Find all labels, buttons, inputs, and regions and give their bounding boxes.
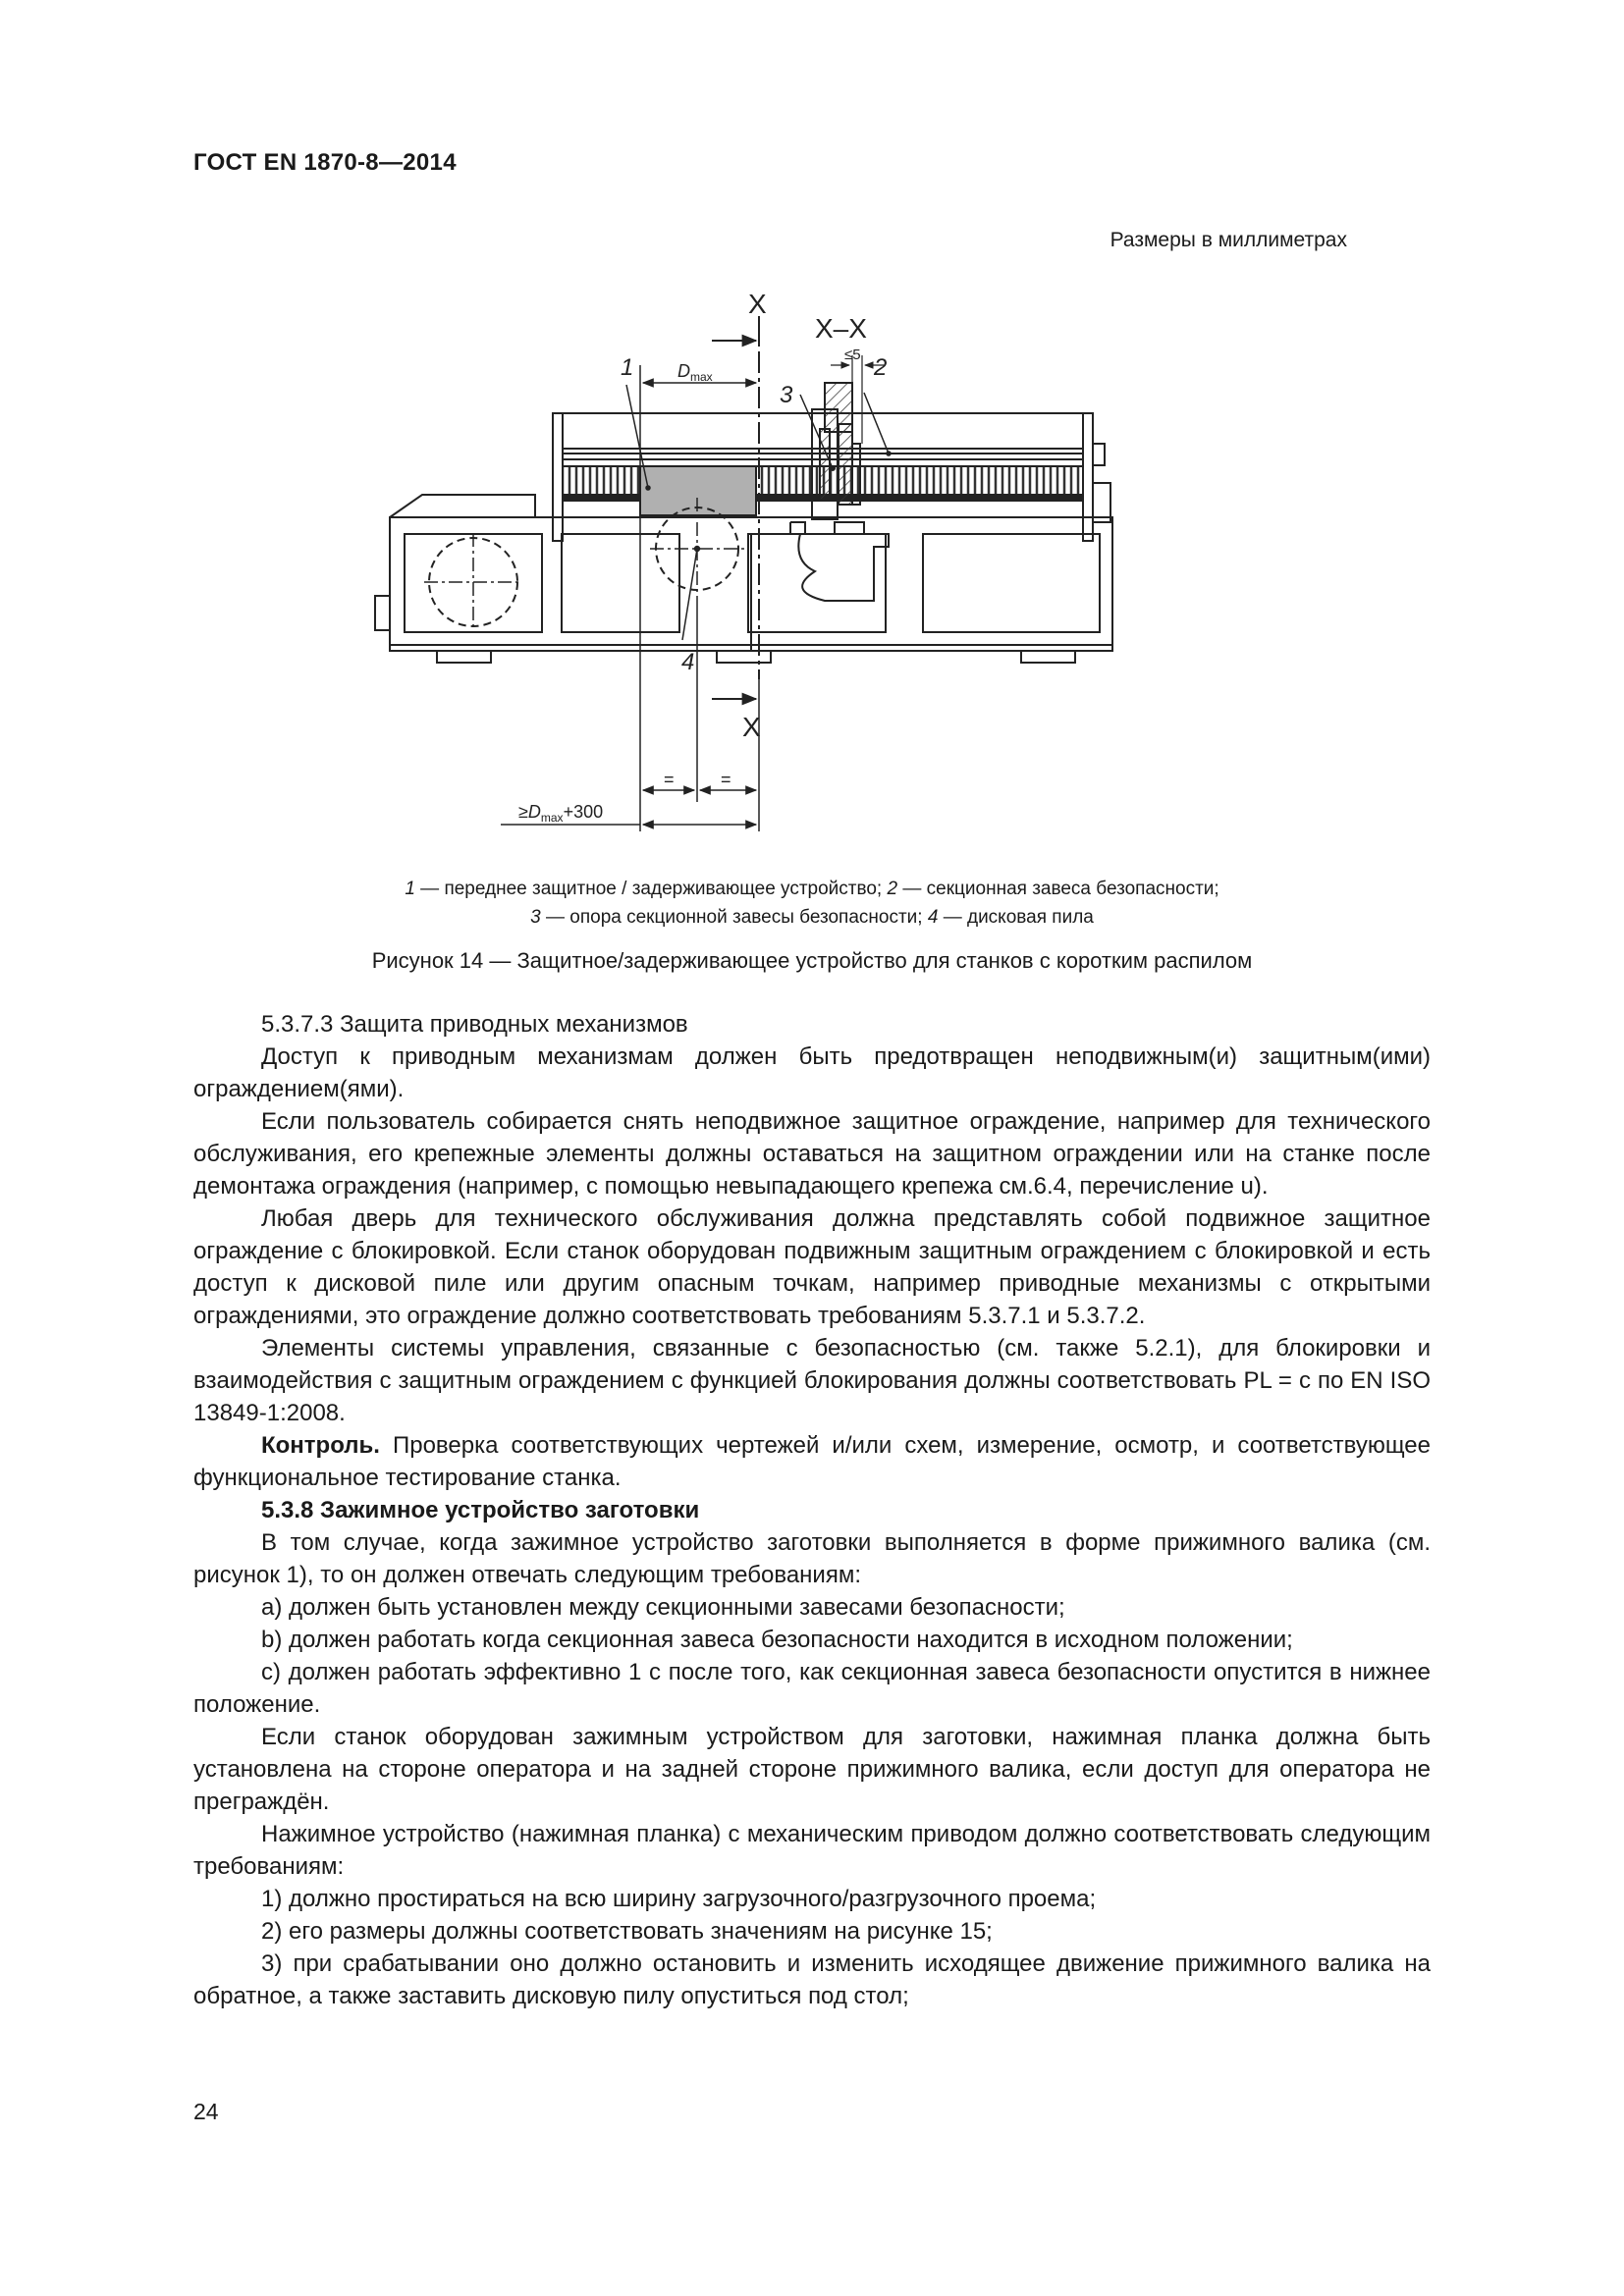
- legend-num-2: 2: [887, 879, 898, 899]
- paragraph-6: В том случае, когда зажимное устройство заготовки выполняется в форме прижимного валика (см. рисунок 1), то он должен отвечать следующим требованиям:: [193, 1529, 1431, 1588]
- heading-5-3-8: 5.3.8 Зажимное устройство заготовки: [261, 1497, 700, 1523]
- list-item-c: c) должен работать эффективно 1 с после того, как секционная завеса безопасности опустится в нижнее положение.: [193, 1659, 1431, 1718]
- equal-right: =: [721, 770, 731, 789]
- min-base-suffix: +300: [563, 802, 604, 822]
- paragraph-4: Элементы системы управления, связанные с безопасностью (см. также 5.2.1), для блокировки и взаимодействия с защитным ограждением с функцией блокирования должны соответствовать PL = c по EN ISO 13849-1:2008.: [193, 1335, 1431, 1426]
- figure-title: Рисунок 14 — Защитное/задерживающее устройство для станков с коротким распилом: [371, 948, 1253, 973]
- list-item-1: 1) должно простираться на всю ширину загрузочного/разгрузочного проема;: [261, 1886, 1097, 1912]
- min-base-sub: max: [540, 811, 564, 825]
- section-arrow-top: [712, 336, 759, 346]
- machine-front-view: [375, 316, 1112, 679]
- label-4: 4: [681, 649, 695, 675]
- section-mark-top: X: [748, 289, 767, 319]
- control-label: Контроль.: [261, 1432, 380, 1459]
- figure-labels: [518, 289, 887, 825]
- page-number: 24: [193, 2099, 219, 2124]
- svg-text:≥Dmax+300: [518, 802, 603, 825]
- paragraph-8: Нажимное устройство (нажимная планка) с механическим приводом должно соответствовать следующим требованиям:: [193, 1821, 1431, 1880]
- paragraph-3: Любая дверь для технического обслуживания должна представлять собой подвижное защитное ограждение с блокировкой. Если станок оборудован подвижным защитным ограждением с блокировкой и есть доступ к дисковой пиле или другим опасным точкам, например приводные механизмы с открытыми ограждениями, это ограждение должно соответствовать требованиям 5.3.7.1 и 5.3.7.2.: [193, 1205, 1431, 1329]
- min-base-prefix: ≥D: [518, 802, 541, 822]
- paragraph-5: Контроль. Проверка соответствующих чертежей и/или схем, измерение, осмотр, и соответствующее функциональное тестирование станка.: [193, 1432, 1431, 1491]
- list-item-2: 2) его размеры должны соответствовать значениям на рисунке 15;: [261, 1918, 993, 1945]
- dmax-base: D: [677, 361, 690, 381]
- legend-num-1: 1: [405, 879, 415, 899]
- section-title: X–X: [815, 313, 867, 344]
- legend-num-4: 4: [927, 907, 939, 928]
- legend-num-3: 3: [530, 907, 541, 928]
- label-3: 3: [780, 382, 793, 408]
- document-header: ГОСТ EN 1870-8—2014: [193, 149, 457, 176]
- list-item-b: b) должен работать когда секционная завеса безопасности находится в исходном положении;: [261, 1627, 1293, 1653]
- body-text: [193, 1008, 1431, 2012]
- label-1: 1: [621, 354, 634, 381]
- dimension-note: Размеры в миллиметрах: [1110, 229, 1347, 251]
- figure-legend: 1 — переднее защитное / задерживающее устройство; 2 — секционная завеса безопасности; 3 — опора секционной завесы безопасности; 4 — дисковая пила: [405, 879, 1219, 928]
- label-2: 2: [874, 354, 888, 381]
- paragraph-7: Если станок оборудован зажимным устройством для заготовки, нажимная планка должна быть установлена на стороне оператора и на задней стороне прижимного валика, если доступ для оператора не преграждён.: [193, 1724, 1431, 1815]
- heading-5-3-7-3: 5.3.7.3 Защита приводных механизмов: [261, 1011, 688, 1038]
- equal-left: =: [664, 770, 675, 789]
- dmax-sub: max: [690, 370, 713, 384]
- paragraph-1: Доступ к приводным механизмам должен быть предотвращен неподвижным(и) защитным(ими) ограждением(ями).: [193, 1043, 1431, 1102]
- list-item-a: a) должен быть установлен между секционными завесами безопасности;: [261, 1594, 1065, 1621]
- clearance-label: ≤5: [844, 347, 861, 363]
- list-item-3: 3) при срабатывании оно должно остановить и изменить исходящее движение прижимного валика на обратное, а также заставить дисковую пилу опуститься под стол;: [193, 1950, 1431, 2009]
- svg-text:Dmax: [677, 361, 713, 384]
- figure-14-drawing: [353, 277, 1355, 866]
- paragraph-2: Если пользователь собирается снять неподвижное защитное ограждение, например для технического обслуживания, его крепежные элементы должны оставаться на защитном ограждении или на станке после демонтажа ограждения (например, с помощью невыпадающего крепежа см.6.4, перечисление u).: [193, 1108, 1431, 1200]
- section-mark-bottom: X: [742, 712, 761, 742]
